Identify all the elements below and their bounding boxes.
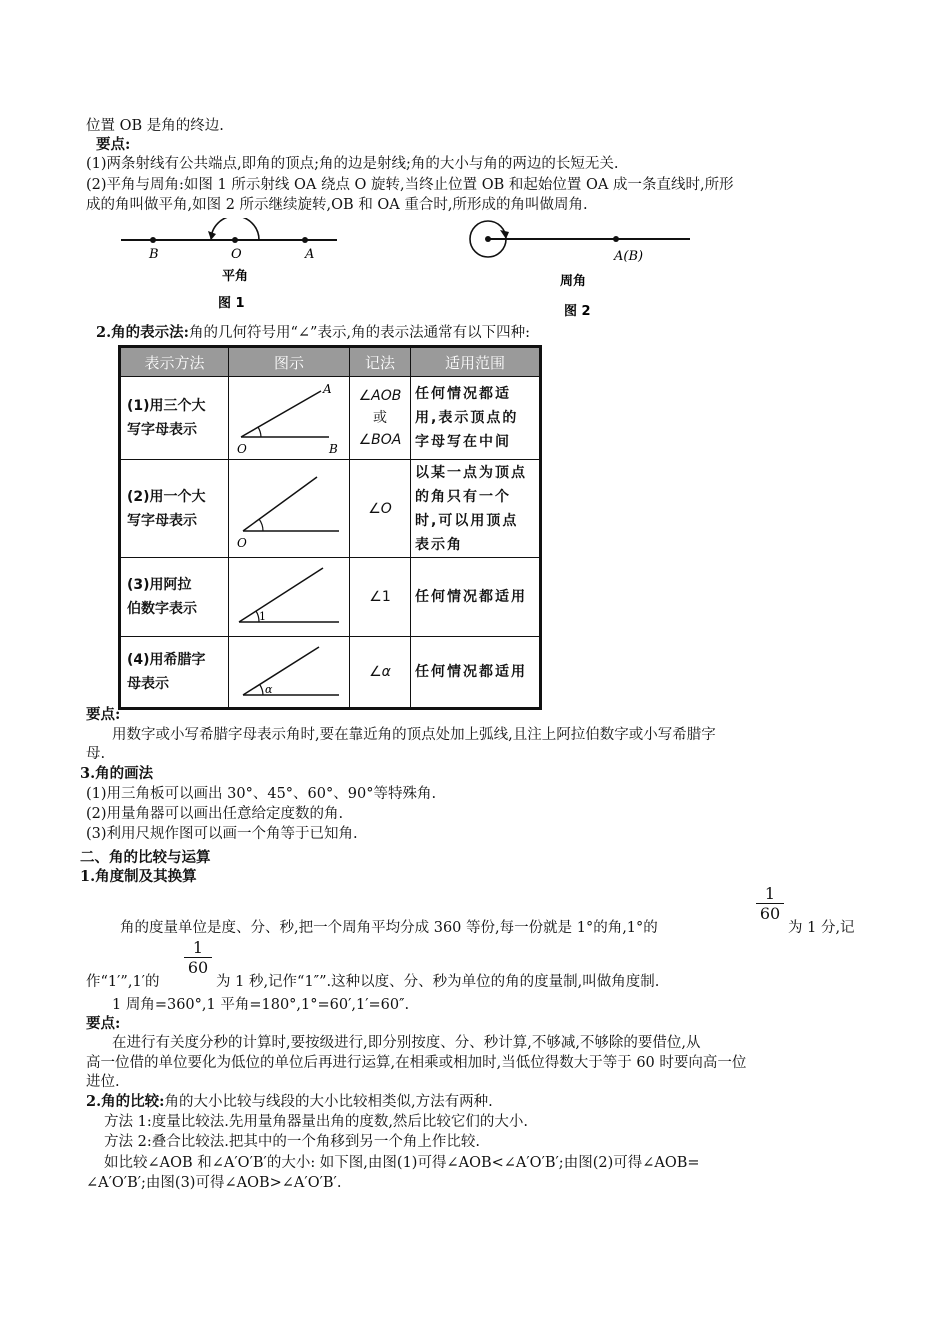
comparison-heading — [86, 1093, 493, 1111]
fig2-label-ab: A(B) — [614, 249, 644, 264]
note-3-line-3: 进位. — [86, 1074, 120, 1090]
table-row — [120, 377, 541, 460]
fraction-one-sixtieth: $\frac{1}{60}$ — [756, 884, 784, 923]
section-3-item-3: (3)利用尺规作图可以画一个角等于已知角. — [86, 826, 358, 842]
svg-text:O: O — [237, 442, 247, 455]
figure-1-straight-angle — [115, 218, 345, 318]
fig1-label-o: O — [231, 247, 242, 262]
row3-scope: 任何情况都适用 — [411, 558, 541, 637]
section-2-text: 角的几何符号用“∠”表示,角的表示法通常有以下四种: — [189, 325, 530, 341]
header-figure: 图示 — [229, 347, 350, 377]
row1-scope: 任何情况都适 用,表示顶点的 字母写在中间 — [411, 377, 541, 460]
row2-scope: 以某一点为顶点 的角只有一个 时,可以用顶点 表示角 — [411, 460, 541, 558]
fig2-caption: 图 2 — [564, 304, 591, 319]
fig1-caption: 图 1 — [218, 296, 245, 311]
row1-notation: ∠AOB 或 ∠BOA — [350, 377, 411, 460]
method-1: 方法 1:度量比较法.先用量角器量出角的度数,然后比较它们的大小. — [104, 1114, 529, 1130]
comparison-intro: 角的大小比较与线段的大小比较相类似,方法有两种. — [164, 1094, 493, 1110]
row4-method: (4)用希腊字 母表示 — [120, 637, 229, 709]
row3-figure — [229, 558, 350, 637]
fig1-name: 平角 — [222, 269, 249, 284]
part-2-title: 二、角的比较与运算 — [80, 849, 211, 866]
svg-text:1: 1 — [259, 610, 266, 623]
note-3-line-1: 在进行有关度分秒的计算时,要按级进行,即分别按度、分、秒计算,不够减,不够除的要借位,从 — [112, 1035, 701, 1051]
row1-figure — [229, 377, 350, 460]
section-3-item-1: (1)用三角板可以画出 30°、45°、60°、90°等特殊角. — [86, 786, 437, 802]
row4-scope: 任何情况都适用 — [411, 637, 541, 709]
degree-text-1a: 角的度量单位是度、分、秒,把一个周角平均分成 360 等份,每一份就是 1°的角,1°的 — [120, 920, 658, 936]
header-method: 表示方法 — [120, 347, 229, 377]
table-row — [120, 460, 541, 558]
section-2-title: 2.角的表示法: — [96, 324, 189, 341]
key-point-label: 要点: — [86, 706, 121, 723]
header-notation: 记法 — [350, 347, 411, 377]
part-2-sub-1: 1.角度制及其换算 — [80, 868, 197, 885]
table-row — [120, 637, 541, 709]
note-2-line-a: 用数字或小写希腊字母表示角时,要在靠近角的顶点处加上弧线,且注上阿拉伯数字或小写希腊字 — [112, 727, 716, 743]
degree-text-2b: 为 1 秒,记作“1″”.这种以度、分、秒为单位的角的度量制,叫做角度制. — [216, 974, 660, 990]
figure-2-full-angle — [468, 215, 698, 323]
degree-text-1b: 为 1 分,记 — [788, 920, 855, 936]
svg-text:O: O — [237, 535, 247, 550]
row3-method: (3)用阿拉 伯数字表示 — [120, 558, 229, 637]
row1-method: (1)用三个大 写字母表示 — [120, 377, 229, 460]
section-3-item-2: (2)用量角器可以画出任意给定度数的角. — [86, 806, 344, 822]
section-2-heading — [96, 324, 530, 342]
intro-line: 位置 OB 是角的终边. — [86, 118, 224, 134]
row1-angle-diagram — [229, 377, 349, 455]
row4-figure — [229, 637, 350, 709]
row2-figure — [229, 460, 350, 558]
table-header-row — [120, 347, 541, 377]
point-2-line-b: 成的角叫做平角,如图 2 所示继续旋转,OB 和 OA 重合时,所形成的角叫做周角. — [86, 197, 588, 213]
note-2-line-b: 母. — [86, 746, 106, 762]
section-3-title: 3.角的画法 — [80, 765, 154, 782]
key-point-label: 要点: — [86, 1015, 121, 1032]
key-point-label: 要点: — [96, 136, 131, 153]
header-scope: 适用范围 — [411, 347, 541, 377]
fig2-name: 周角 — [560, 274, 587, 289]
degree-text-2a: 作“1′”,1′的 — [86, 974, 160, 990]
point-2-line-a: (2)平角与周角:如图 1 所示射线 OA 绕点 O 旋转,当终止位置 OB 和起始位置 OA 成一条直线时,所形 — [86, 177, 734, 193]
svg-text:B: B — [329, 442, 338, 455]
comparison-example-a: 如比较∠AOB 和∠A′O′B′的大小: 如下图,由图(1)可得∠AOB<∠A′O′B′;由图(2)可得∠AOB= — [104, 1155, 700, 1171]
svg-text:α: α — [265, 683, 273, 696]
row2-notation: ∠O — [350, 460, 411, 558]
method-2: 方法 2:叠合比较法.把其中的一个角移到另一个角上作比较. — [104, 1134, 480, 1150]
point-1: (1)两条射线有公共端点,即角的顶点;角的边是射线;角的大小与角的两边的长短无关. — [86, 156, 619, 172]
fig1-label-b: B — [149, 247, 159, 262]
svg-text:A: A — [323, 382, 332, 396]
fraction-one-sixtieth: $\frac{1}{60}$ — [184, 938, 212, 977]
comparison-example-b: ∠A′O′B′;由图(3)可得∠AOB>∠A′O′B′. — [86, 1175, 342, 1191]
degree-conversion: 1 周角=360°,1 平角=180°,1°=60′,1′=60″. — [112, 997, 410, 1013]
row3-notation: ∠1 — [350, 558, 411, 637]
angle-notation-table — [118, 345, 542, 710]
fig1-label-a: A — [305, 247, 315, 262]
comparison-title: 2.角的比较: — [86, 1093, 165, 1110]
table-row — [120, 558, 541, 637]
row4-angle-diagram — [229, 637, 349, 703]
note-3-line-2: 高一位借的单位要化为低位的单位后再进行运算,在相乘或相加时,当低位得数大于等于 60 时要向高一位 — [86, 1055, 747, 1071]
row3-angle-diagram — [229, 558, 349, 632]
row2-method: (2)用一个大 写字母表示 — [120, 460, 229, 558]
row2-angle-diagram — [229, 461, 349, 553]
row4-notation: ∠α — [350, 637, 411, 709]
